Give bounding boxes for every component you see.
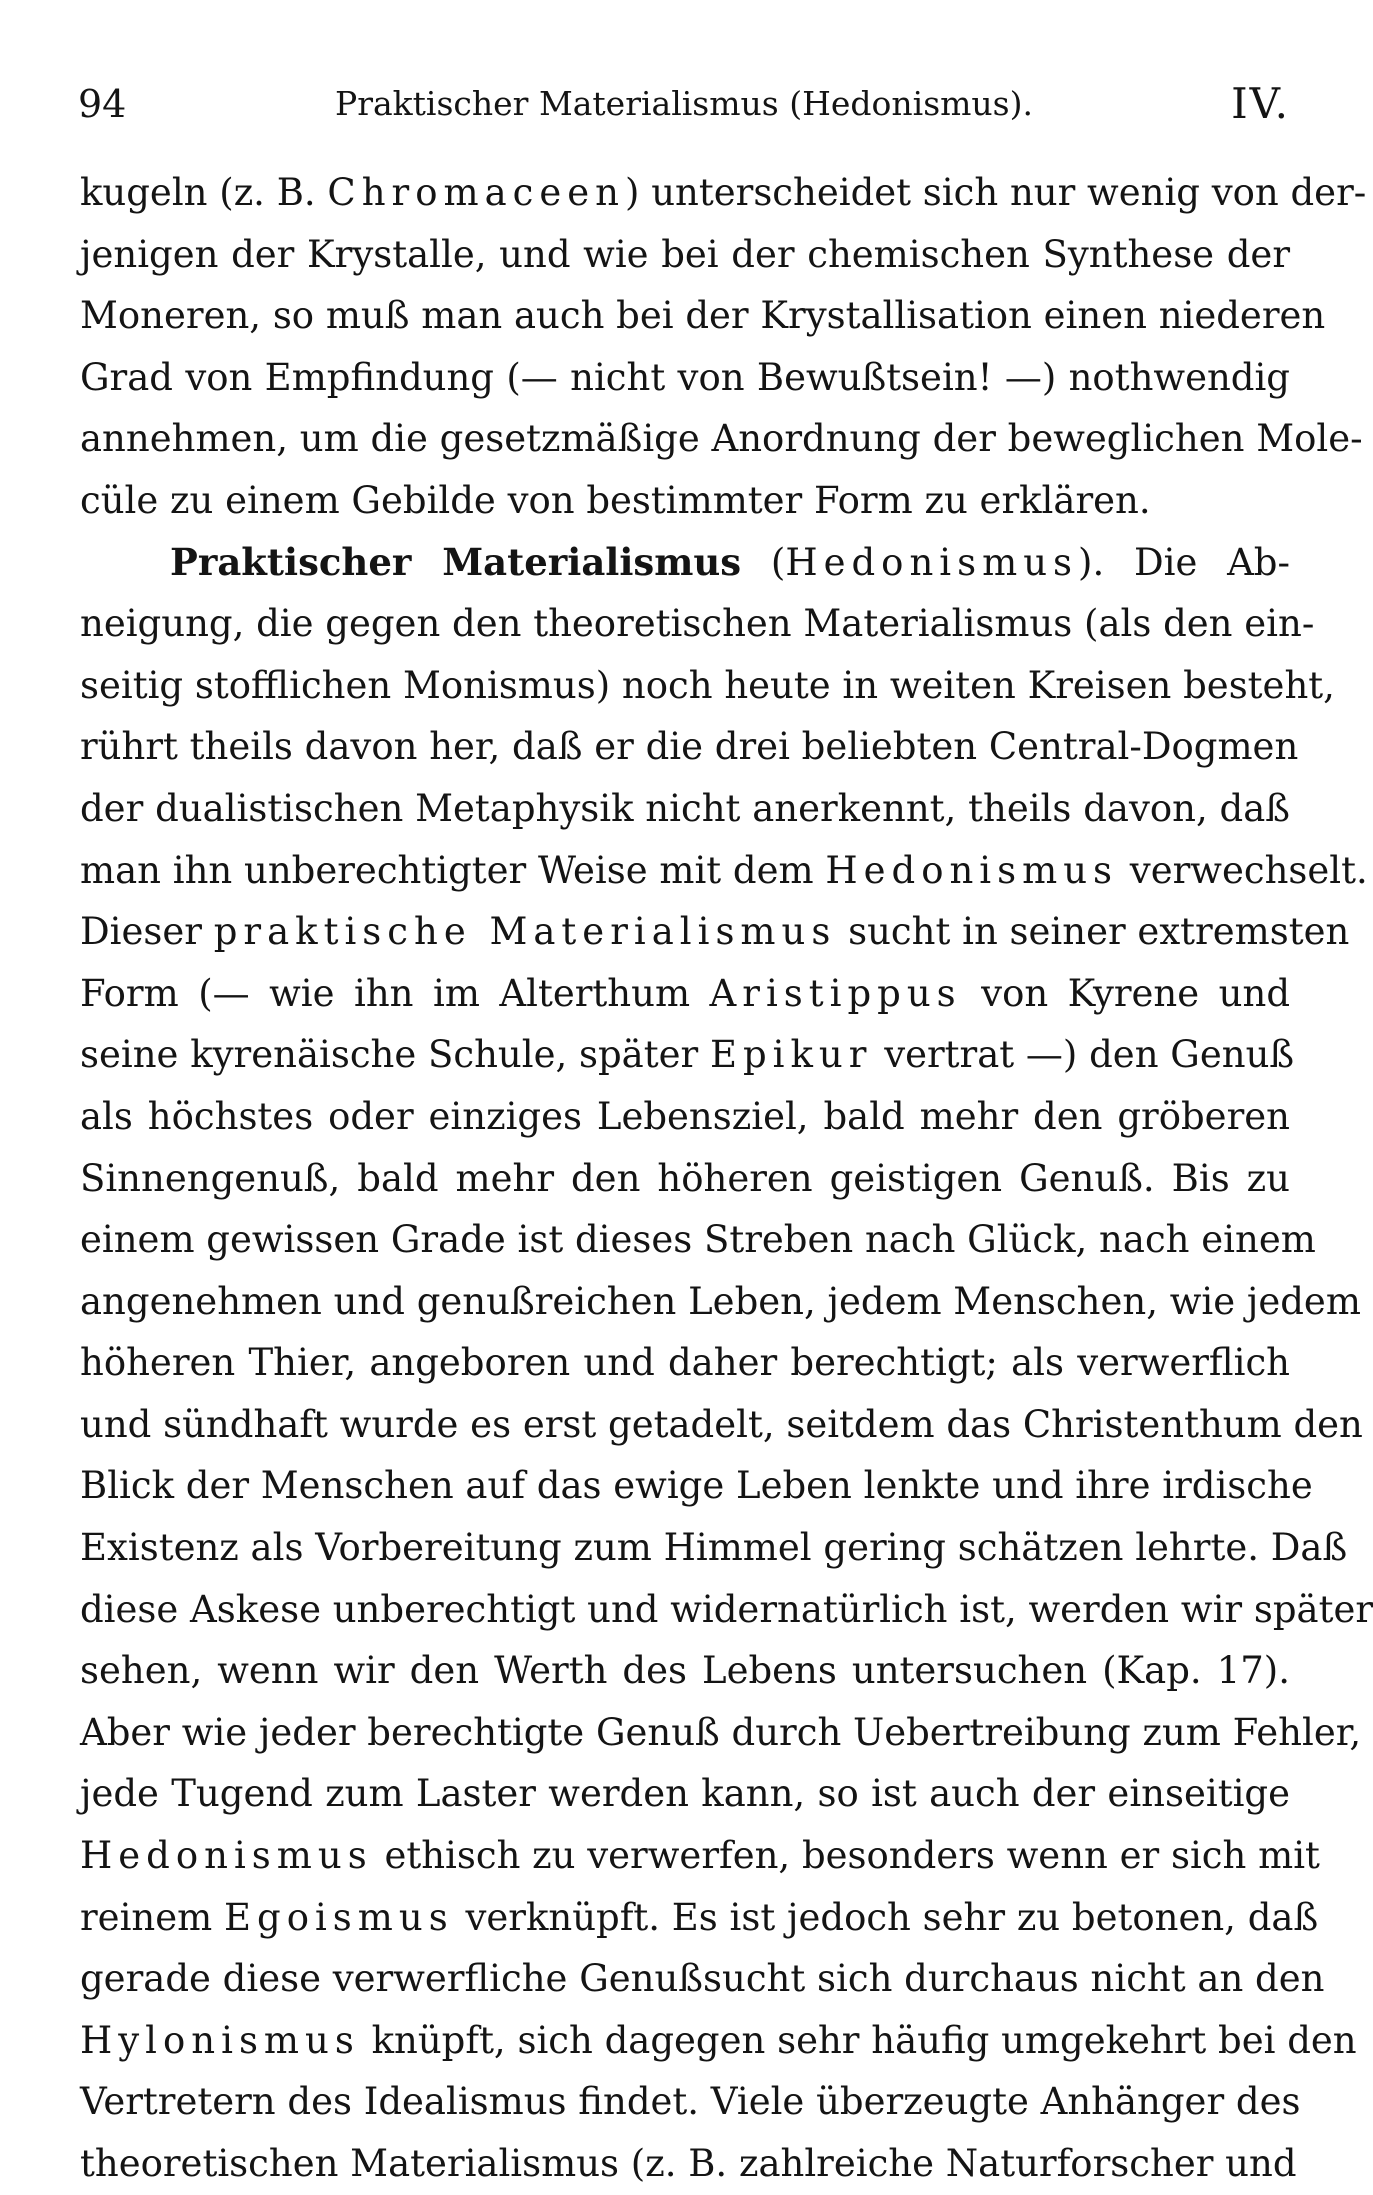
text-run: man ihn unberechtigter Weise mit dem [80,848,826,892]
emphasized-text: Hylonismus [80,2018,360,2062]
emphasized-text: Hedonismus [825,848,1119,892]
text-run: Existenz als Vorbereitung zum Himmel gering schätzen lehrte. Daß [80,1526,1348,1570]
text-run: jenigen der Krystalle, und wie bei der chemischen Synthese der [80,232,1290,276]
section-heading: Praktischer Materialismus [170,539,742,584]
text-line [80,1209,1316,1271]
text-run: Form (— wie ihn im Alterthum [80,971,710,1015]
text-run: und sündhaft wurde es erst getadelt, seitdem das Christenthum den [80,1402,1363,1446]
text-line [80,224,1290,286]
text-line [80,1702,1362,1764]
text-line [80,162,1367,224]
running-title: Praktischer Materialismus (Hedonismus). [335,84,1033,123]
text-run: verknüpft. Es ist jedoch sehr zu betonen, daß [453,1895,1319,1939]
text-line [80,1394,1363,1456]
text-line [80,2133,1297,2195]
chapter-number: IV. [1231,79,1290,128]
text-line [80,2010,1357,2072]
emphasized-text: Epikur [709,1033,873,1077]
text-line [80,1948,1325,2010]
text-run: knüpft, sich dagegen sehr häufig umgekehrt bei den [359,2018,1357,2062]
text-run: Grad von Empfindung (— nicht von Bewußtsein! —) nothwendig [80,355,1290,399]
text-line [80,1517,1348,1579]
text-run: vertrat —) den Genuß [872,1033,1295,1077]
text-run: diese Askese unberechtigt und widernatürlich ist, werden wir später [80,1587,1373,1631]
text-line [80,1640,1290,1702]
text-line [80,840,1368,902]
emphasized-text: Hedonismus [80,1834,373,1878]
text-line [80,1579,1373,1641]
text-run: ( [741,540,786,584]
text-line [80,1024,1295,1086]
text-run: jede Tugend zum Laster werden kann, so ist auch der einseitige [80,1772,1290,1816]
text-run: sehen, wenn wir den Werth des Lebens untersuchen (Kap. 17). [80,1649,1290,1693]
text-line [80,1763,1290,1825]
emphasized-text: Hedonismus [785,540,1079,584]
text-line [80,1887,1319,1949]
text-run: seitig stofflichen Monismus) noch heute in weiten Kreisen besteht, [80,663,1335,707]
text-line [80,1148,1290,1210]
emphasized-text: Aristippus [709,971,962,1015]
text-run: seine kyrenäische Schule, später [80,1033,710,1077]
text-run: annehmen, um die gesetzmäßige Anordnung der beweglichen Mole- [80,417,1363,461]
text-run: sucht in seiner extremsten [836,910,1350,954]
emphasized-text: Chromaceen [327,171,626,214]
text-run: cüle zu einem Gebilde von bestimmter Form zu erklären. [80,478,1151,522]
text-run: Sinnengenuß, bald mehr den höheren geistigen Genuß. Bis zu [80,1156,1290,1200]
text-line [80,347,1290,409]
text-run: Dieser [80,910,214,954]
text-line [80,2071,1301,2133]
text-run: ). Die Ab- [1078,540,1290,584]
text-run: ) unterscheidet sich nur wenig von der- [625,171,1367,214]
emphasized-text: Egoismus [224,1895,454,1939]
text-line [80,778,1290,840]
text-line [80,901,1350,963]
text-run: einem gewissen Grade ist dieses Streben nach Glück, nach einem [80,1218,1316,1262]
text-run: neigung, die gegen den theoretischen Materialismus (als den ein- [80,602,1315,646]
text-run: Blick der Menschen auf das ewige Leben lenkte und ihre irdische [80,1464,1313,1508]
text-run: reinem [80,1895,224,1939]
text-run: kugeln (z. B. [80,171,328,214]
text-line [80,408,1363,470]
page-number: 94 [78,82,127,126]
text-run: von Kyrene und [961,971,1290,1015]
text-run: Vertretern des Idealismus findet. Viele überzeugte Anhänger des [80,2080,1301,2124]
text-line [80,655,1335,717]
text-run: der dualistischen Metaphysik nicht anerkennt, theils davon, daß [80,786,1290,830]
text-run: höheren Thier, angeboren und daher berechtigt; als verwerflich [80,1341,1290,1385]
text-run: angenehmen und genußreichen Leben, jedem Menschen, wie jedem [80,1279,1361,1323]
text-line [80,1086,1290,1148]
text-line [80,963,1290,1025]
text-line [80,470,1290,532]
text-run: theoretischen Materialismus (z. B. zahlreiche Naturforscher und [80,2142,1297,2185]
text-line [80,1455,1313,1517]
text-run: Moneren, so muß man auch bei der Krystallisation einen niederen [80,294,1326,338]
text-line [80,285,1326,347]
emphasized-text: praktische Materialismus [213,910,837,954]
text-run: Aber wie jeder berechtigte Genuß durch Uebertreibung zum Fehler, [80,1710,1362,1754]
text-run: rührt theils davon her, daß er die drei beliebten Central-Dogmen [80,725,1299,769]
text-run: ethisch zu verwerfen, besonders wenn er sich mit [372,1834,1320,1878]
text-run: gerade diese verwerfliche Genußsucht sich durchaus nicht an den [80,1957,1325,2001]
body-text [80,162,1373,2195]
running-head [78,74,1290,134]
text-line [80,716,1299,778]
text-line [80,593,1315,655]
text-run: verwechselt. [1118,848,1368,892]
text-line [80,1825,1320,1887]
text-line [80,1332,1290,1394]
text-line [80,532,1290,594]
text-line [80,1271,1361,1333]
text-run: als höchstes oder einziges Lebensziel, bald mehr den gröberen [80,1094,1290,1138]
